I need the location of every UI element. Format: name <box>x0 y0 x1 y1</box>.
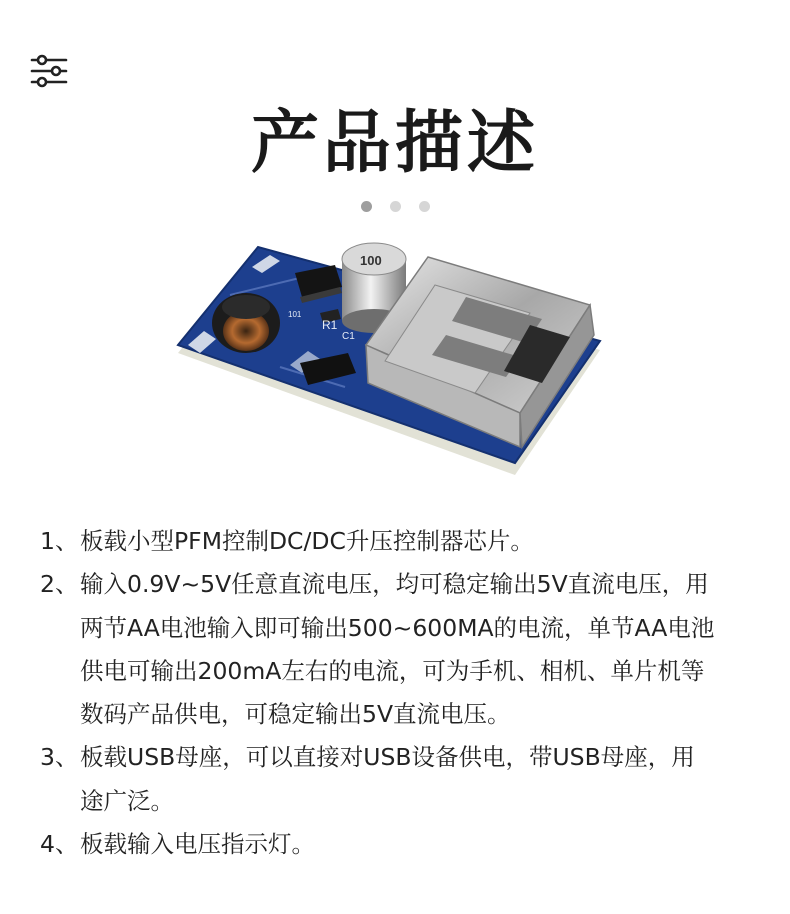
silk-label: 101 <box>288 310 302 319</box>
list-number: 1、 <box>40 527 79 555</box>
carousel-dots <box>0 201 790 212</box>
list-item <box>40 563 760 736</box>
list-number: 4、 <box>40 830 79 859</box>
list-line: 途广泛。 <box>80 786 174 815</box>
list-line: 两节AA电池输入即可输出500~600MA的电流，单节AA电池 <box>80 613 715 642</box>
product-image <box>170 235 610 485</box>
list-number: 3、 <box>40 743 79 772</box>
list-line: 输入0.9V~5V任意直流电压，均可稳定输出5V直流电压，用 <box>80 570 709 599</box>
list-number: 2、 <box>40 570 79 599</box>
silk-label: R1 <box>322 318 338 332</box>
list-item <box>40 736 760 823</box>
description-list <box>40 520 760 866</box>
list-item <box>40 823 760 866</box>
list-line: 数码产品供电，可稳定输出5V直流电压。 <box>80 700 511 729</box>
list-line: 板载输入电压指示灯。 <box>80 830 315 859</box>
sliders-icon[interactable] <box>30 54 68 88</box>
list-line: 板载小型PFM控制DC/DC升压控制器芯片。 <box>80 527 534 555</box>
page-title: 产品描述 <box>250 104 539 183</box>
list-line: 板载USB母座，可以直接对USB设备供电，带USB母座，用 <box>80 743 695 772</box>
carousel-dot[interactable] <box>390 201 401 212</box>
silk-label: C1 <box>342 331 355 342</box>
carousel-dot[interactable] <box>361 201 372 212</box>
list-line: 供电可输出200mA左右的电流，可为手机、相机、单片机等 <box>80 656 705 685</box>
list-item <box>40 520 760 563</box>
silk-label: 100 <box>360 253 382 268</box>
carousel-dot[interactable] <box>419 201 430 212</box>
